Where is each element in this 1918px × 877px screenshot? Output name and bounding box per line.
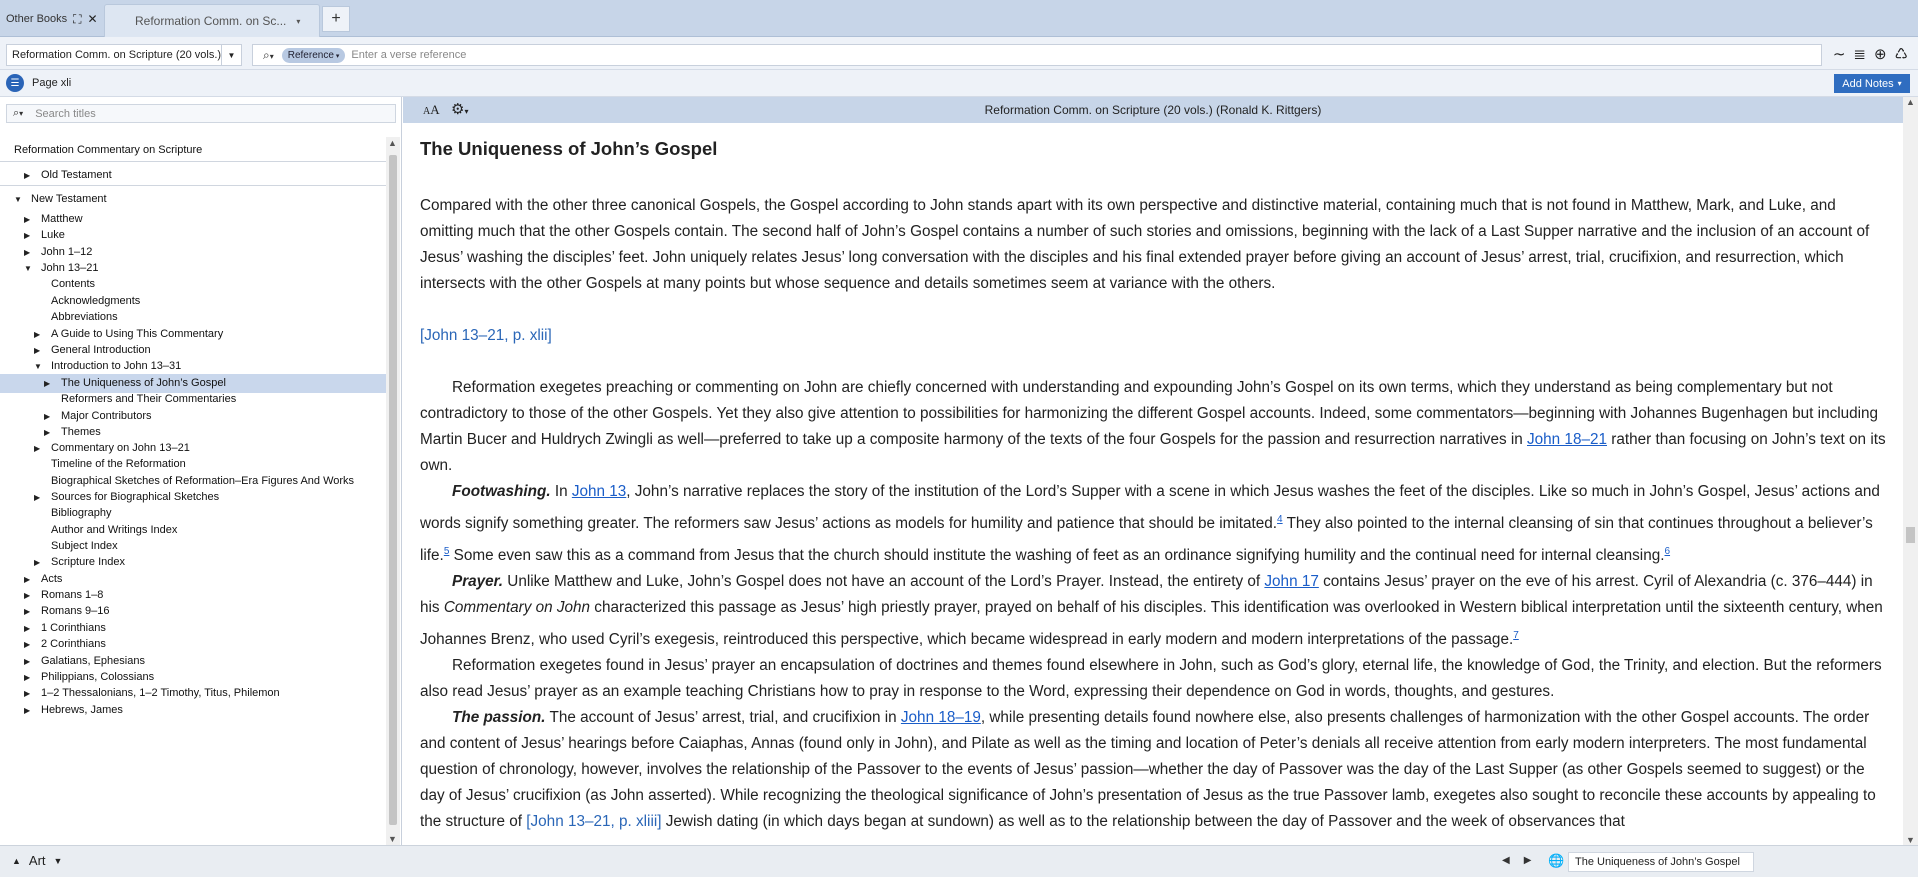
collapsed-triangle-icon[interactable]: ▶ (24, 624, 31, 633)
title-search-placeholder: Search titles (35, 107, 96, 120)
collapsed-triangle-icon[interactable]: ▶ (24, 640, 31, 649)
text-run: The account of Jesus’ arrest, trial, and crucifixion in (545, 709, 901, 727)
toc-item-label: John 13–21 (41, 262, 99, 274)
collapsed-triangle-icon[interactable]: ▶ (24, 591, 31, 600)
chevron-up-icon[interactable]: ▲ (12, 855, 21, 866)
toc-sidebar (0, 97, 402, 845)
text-run: , while presenting details found nowhere else, also presents challenges of harmonization with the other Gospel accounts. The order and content of Jesus’ hearings before Caiaphas, Annas (found only in John), and Pilate as well as the timing and location of Peter’s denials all receive attention from early modern interpreters. The most fundamental question of chronology, however, involves the relationship of the Passover to the events of Jesus’ passion—whether the day of Passover was the day of the Last Supper (as other Gospels seemed to suggest) or the day of Jesus’ crucifixion (as John asserted). While recognizing the theological significance of John’s presentation of Jesus as the true Passover lamb, exegetes also sought to reconcile these accounts by appealing to the structure of (420, 709, 1876, 831)
text-run: Some even saw this as a command from Jesus that the church should institute the washing of feet as an ordinance signifying humility and the continual need for internal cleansing. (449, 547, 1665, 565)
footnote-link[interactable]: 4 (1277, 514, 1283, 525)
chevron-down-icon[interactable]: ▼ (53, 855, 63, 866)
toc-item-label: Scripture Index (51, 556, 125, 568)
scroll-thumb[interactable] (389, 155, 397, 825)
collapsed-triangle-icon[interactable]: ▶ (34, 346, 41, 355)
expanded-triangle-icon[interactable]: ▼ (24, 264, 32, 273)
tab-other-books[interactable] (0, 6, 100, 32)
parallel-resources-icon[interactable]: ⊕ (1873, 46, 1887, 63)
paragraph-prayer (420, 569, 1888, 653)
page-bar (0, 70, 1918, 97)
text-run: rather than focusing on John’s text on its own. (420, 431, 1886, 474)
toc-item[interactable] (0, 701, 386, 720)
collapsed-triangle-icon[interactable]: ▶ (24, 673, 31, 682)
spacer (420, 349, 1888, 375)
text-run: , John’s narrative replaces the story of the institution of the Lord’s Supper with a scene in which Jesus washes the feet of the disciples. Like so much in John’s Gospel, Jesus’ actions and words signify something greater. The reformers saw Jesus’ actions as models for humility and patience that should be imitated. (420, 483, 1880, 533)
document-pane (403, 97, 1918, 845)
tab-reformation-commentary[interactable] (104, 4, 320, 37)
inline-search-icon[interactable]: ∼ (1832, 46, 1846, 63)
collapsed-triangle-icon[interactable]: ▶ (34, 330, 41, 339)
toc-item-label: 2 Corinthians (41, 638, 106, 650)
text-run: characterized this passage as Jesus’ high priestly prayer, prayed on behalf of his disciples. This identification was overlooked in Western biblical interpretation until the sixteenth century, when Johannes Brenz, who used Cyril’s exegesis, reintroduced this perspective, which became widespread in early modern and modern interpretations of the passage. (420, 599, 1883, 649)
subheading-footwashing: Footwashing. (452, 483, 551, 500)
toc-item-label: Romans 1–8 (41, 589, 104, 601)
toc-item-label: Biographical Sketches of Reformation–Era Figures And Works (51, 475, 355, 487)
toc-item-label: Commentary on John 13–21 (51, 442, 190, 454)
collapsed-triangle-icon[interactable]: ▶ (44, 412, 51, 421)
sync-icon[interactable]: ♺ (1894, 46, 1908, 63)
collapsed-triangle-icon[interactable]: ▶ (24, 215, 31, 224)
popout-icon[interactable]: ⛶ (73, 11, 82, 26)
toc-tree (0, 137, 386, 843)
scripture-link[interactable]: John 18–21 (1527, 431, 1607, 448)
scroll-thumb[interactable] (1906, 527, 1915, 543)
text-format-icon[interactable]: ≣ (1853, 46, 1866, 63)
document-title: Reformation Comm. on Scripture (20 vols.) (Ronald K. Rittgers) (984, 103, 1322, 117)
location-field[interactable]: The Uniqueness of John’s Gospel (1568, 852, 1754, 872)
toc-item-label: General Introduction (51, 344, 151, 356)
divider (0, 185, 386, 186)
footnote-link[interactable]: 6 (1664, 546, 1671, 558)
toc-item-label: Bibliography (51, 507, 112, 519)
chevron-down-icon[interactable]: ▾ (296, 16, 301, 26)
page-reference[interactable]: [John 13–21, p. xliii] (526, 813, 662, 831)
scroll-down-icon[interactable]: ▼ (1906, 835, 1915, 845)
footnote-link[interactable]: 7 (1513, 630, 1519, 642)
paragraph-footwashing (420, 479, 1888, 569)
collapsed-triangle-icon[interactable]: ▶ (24, 575, 31, 584)
scripture-link[interactable]: John 17 (1264, 573, 1319, 591)
table-of-contents-icon[interactable]: ☰ (6, 74, 24, 92)
page-number: Page xli (32, 77, 72, 89)
search-icon[interactable]: ⌕▾ (263, 47, 274, 62)
globe-icon[interactable]: 🌐 (1548, 853, 1565, 868)
history-nav (1502, 855, 1531, 866)
spacer (420, 167, 1888, 193)
toolbar-tools (1833, 45, 1908, 63)
collapsed-triangle-icon[interactable]: ▶ (24, 248, 31, 257)
toc-item-label: Reformers and Their Commentaries (61, 393, 237, 405)
back-icon[interactable]: ◀ (1502, 855, 1510, 866)
toc-item-label: Matthew (41, 213, 83, 225)
title-search-input[interactable] (6, 104, 396, 123)
tab-other-label: Other Books (6, 13, 68, 25)
scripture-link[interactable]: John 13 (571, 483, 627, 500)
section-heading: The Uniqueness of John’s Gospel (420, 138, 718, 159)
collapsed-triangle-icon[interactable]: ▶ (44, 379, 51, 388)
collapsed-triangle-icon[interactable]: ▶ (24, 171, 31, 180)
toc-item-label: 1–2 Thessalonians, 1–2 Timothy, Titus, Philemon (41, 687, 280, 699)
panel-label: Art (28, 853, 46, 868)
toc-item-label: Old Testament (41, 169, 112, 181)
tab-active-label: Reformation Comm. on Sc... (135, 14, 287, 28)
status-bar (0, 845, 1918, 877)
toc-item[interactable] (0, 190, 386, 209)
toc-item-label: Philippians, Colossians (41, 671, 155, 683)
collapsed-triangle-icon[interactable]: ▶ (24, 657, 31, 666)
scroll-up-icon[interactable]: ▲ (388, 138, 397, 148)
toc-item[interactable] (0, 141, 386, 160)
paragraph-passion (420, 705, 1888, 835)
toc-item-label: Contents (51, 278, 96, 290)
toc-item-label: Acts (41, 573, 63, 585)
toc-item-label: Acknowledgments (51, 295, 141, 307)
collapsed-triangle-icon[interactable]: ▶ (24, 231, 31, 240)
add-notes-button[interactable]: Add Notes ▾ (1834, 74, 1910, 93)
scroll-up-icon[interactable]: ▲ (1906, 97, 1915, 107)
toc-item-label: A Guide to Using This Commentary (51, 328, 224, 340)
collapsed-triangle-icon[interactable]: ▶ (24, 607, 31, 616)
add-notes-label: Add Notes (1842, 77, 1894, 90)
forward-icon[interactable]: ▶ (1523, 855, 1532, 866)
paragraph-exegetes (420, 375, 1888, 479)
gear-icon[interactable]: ⚙▾ (451, 101, 469, 118)
toolbar (0, 37, 1918, 70)
toc-item-label: Galatians, Ephesians (41, 655, 145, 667)
toc-item-label: New Testament (31, 193, 107, 205)
document-scrollbar[interactable] (1903, 97, 1918, 845)
font-size-icon[interactable]: AA (423, 102, 440, 117)
document-header (403, 97, 1903, 123)
toc-item-label: Hebrews, James (41, 704, 123, 716)
collapsed-triangle-icon[interactable]: ▶ (34, 493, 41, 502)
reference-placeholder: Enter a verse reference (351, 49, 467, 61)
search-icon[interactable]: ⌕▾ (13, 107, 24, 119)
tab-bar (0, 0, 1918, 37)
toc-item-label: The Uniqueness of John’s Gospel (61, 377, 226, 389)
spacer (420, 297, 1888, 323)
toc-item[interactable] (0, 166, 386, 185)
toc-item-label: Subject Index (51, 540, 118, 552)
toc-item-label: John 1–12 (41, 246, 93, 258)
reference-pill-label: Reference (287, 49, 334, 61)
panel-menu[interactable] (12, 853, 62, 868)
collapsed-triangle-icon[interactable]: ▶ (34, 558, 41, 567)
collapsed-triangle-icon[interactable]: ▶ (44, 428, 51, 437)
subheading-passion: The passion. (452, 709, 546, 727)
toc-item-label: Sources for Biographical Sketches (51, 491, 220, 503)
toc-item-label: Themes (61, 426, 101, 438)
sidebar-scrollbar[interactable] (386, 137, 400, 845)
collapsed-triangle-icon[interactable]: ▶ (24, 706, 31, 715)
resource-select-value: Reformation Comm. on Scripture (20 vols.) (12, 49, 222, 61)
document-body (420, 123, 1888, 845)
scroll-down-icon[interactable]: ▼ (388, 834, 397, 844)
text-run: Unlike Matthew and Luke, John’s Gospel does not have an account of the Lord’s Prayer. Instead, the entirety of (503, 573, 1265, 591)
reference-type-pill[interactable]: Reference ▾ (282, 48, 346, 63)
toc-item-label: Major Contributors (61, 410, 152, 422)
add-tab-button[interactable]: + (322, 6, 350, 32)
toc-item-label: Romans 9–16 (41, 605, 110, 617)
paragraph-intro: Compared with the other three canonical Gospels, the Gospel according to John stands apart with its own perspective and distinctive material, containing much that is not found in Matthew, Mark, and Luke, and omitting much that the other Gospels contain. The second half of John’s Gospel contains a number of such stories and omissions, beginning with the lack of a Last Supper narrative and the inclusion of an account of Jesus’ washing the disciples’ feet. John uniquely relates Jesus’ long conversation with the disciples and his final extended prayer before giving an account of Jesus’ arrest, trial, crucifixion, and resurrection, which intersects with the other Gospels at many points but whose sequence and details sometimes seem at variance with the others. (420, 197, 1870, 292)
toc-item-label: Luke (41, 229, 65, 241)
resource-select[interactable] (6, 44, 242, 66)
toc-item-label: 1 Corinthians (41, 622, 106, 634)
text-run: In (550, 483, 572, 500)
expanded-triangle-icon[interactable]: ▼ (34, 362, 42, 371)
toc-item-label: Reformation Commentary on Scripture (14, 144, 203, 156)
toc-item-label: Introduction to John 13–31 (51, 360, 182, 372)
expanded-triangle-icon[interactable]: ▼ (14, 195, 22, 204)
subheading-prayer: Prayer. (452, 573, 504, 591)
page-reference[interactable]: [John 13–21, p. xlii] (420, 327, 552, 344)
collapsed-triangle-icon[interactable]: ▶ (24, 689, 31, 698)
scripture-link[interactable]: John 18–19 (900, 709, 981, 727)
text-run: Jewish dating (in which days began at sundown) as well as to the relationship between the day of Passover and the week of observances that (661, 813, 1625, 831)
text-run: Reformation exegetes preaching or commenting on John are chiefly concerned with understanding and expounding John’s Gospel on its own terms, which they understand as being complementary but not contradictory to those of the other Gospels. Yet they also give attention to possibilities for harmonizing the different Gospel accounts. Indeed, some commentators—beginning with Johannes Bugenhagen but including Martin Bucer and Huldrych Zwingli as well—preferred to take up a composite harmony of the texts of the four Gospels for the passion and resurrection narratives in (420, 379, 1879, 448)
divider (0, 161, 386, 162)
close-icon[interactable]: ✕ (87, 12, 98, 26)
footnote-link[interactable]: 5 (443, 546, 450, 558)
toc-item-label: Timeline of the Reformation (51, 458, 186, 470)
paragraph-doctrines: Reformation exegetes found in Jesus’ prayer an encapsulation of doctrines and themes found elsewhere in John, such as God’s glory, eternal life, the knowledge of God, the Trinity, and election. But the reformers also read Jesus’ prayer as an example teaching Christians how to pray in response to the Word, expressing their dependence on God in words, thoughts, and gestures. (420, 657, 1882, 701)
reference-input[interactable] (252, 44, 1822, 66)
text-run: They also pointed to the internal cleansing of sin that continues throughout a believer’s life. (420, 515, 1873, 565)
toc-item-label: Author and Writings Index (51, 524, 178, 536)
chevron-down-icon[interactable]: ▼ (221, 45, 241, 65)
toc-item-label: Abbreviations (51, 311, 118, 323)
collapsed-triangle-icon[interactable]: ▶ (34, 444, 41, 453)
text-run: contains Jesus’ prayer on the eve of his arrest. Cyril of Alexandria (c. 376–444) in his (420, 573, 1873, 617)
book-title: Commentary on John (443, 599, 591, 617)
